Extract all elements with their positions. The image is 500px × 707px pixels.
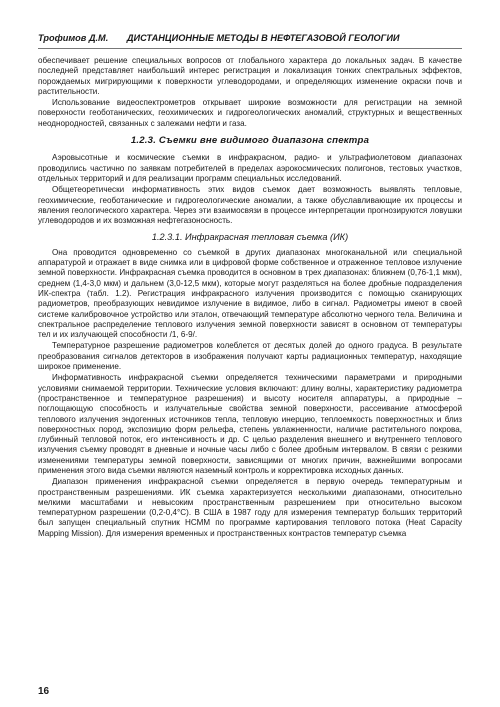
paragraph: обеспечивает решение специальных вопросов от глобального характера до локальных задач. В качестве последней представляет наибольший интерес регистрация и локализация тонких спектральных эффектов, порождаемых мигрирующими к поверхности углеводородами, и определяющих изменение окраски почв и растительности. — [38, 56, 462, 96]
page-content — [38, 56, 462, 540]
section-heading: 1.2.3. Съемки вне видимого диапазона спектра — [130, 135, 370, 147]
paragraph: Общетеоретически информативность этих видов съемок дает возможность выявлять тепловые, геохимические, геоботанические и гидрогеологические аномалии, а также обуславливающие их процессы и явления геологического характера. Через эти взаимосвязи в процессе интерпретации прогнозируются ловушки углеводородов и их возможная нефтегазоносность. — [38, 185, 462, 226]
paragraph: Она проводится одновременно со съемкой в других диапазонах многоканальной или специальной аппаратурой и отражает в виде снимка или в цифровой форме собственное и отраженное тепловое излучение земной поверхности. Инфракрасная съемка проводится в основном в трех диапазонах: ближнем (0,76-1,1 мкм), среднем (1,4-3,0 мкм) и дальнем (3,0-12,5 мкм), которые могут разделяться на более дробные подразделения ИК-спектра (табл. 1.2). Регистрация инфракрасного излучения производится с помощью сканирующих радиометров, преобразующих невидимое излучение в видимое, либо в сигнал. Радиометры имеют в своей системе калибровочное устройство или эталон, отвечающий температуре абсолютно черного тела. Величина и спектральное распределение теплового излучения земной поверхности зависят в основном от температуры тел и их излучающей способности /1, 6-9/. — [38, 247, 462, 340]
header-title: ДИСТАНЦИОННЫЕ МЕТОДЫ В НЕФТЕГАЗОВОЙ ГЕОЛОГИИ — [126, 33, 400, 43]
running-header — [38, 30, 462, 49]
subsection-heading: 1.2.3.1. Инфракрасная тепловая съемка (ИК) — [151, 232, 349, 243]
paragraph: Диапазон применения инфракрасной съемки определяется в первую очередь температурным и пространственным разрешениями. ИК съемка характеризуется несколькими диапазонами, относительно мелкими масштабами и невысоким пространственным разрешением при относительно высоком температурном разрешении (0,2-0,4°С). В США в 1987 году для измерения температур больших территорий был запущен специальный спутник HCMM по программе картирования теплового потока (Heat Capacity Mapping Mission). Для измерения временных и пространственных контрастов температур съемка — [38, 477, 462, 538]
header-author: Трофимов Д.М. — [38, 33, 109, 43]
paragraph: Температурное разрешение радиометров колеблется от десятых долей до одного градуса. В результате преобразования сигналов детекторов в изображения получают карты радиационных температур, находящие широкое применение. — [38, 341, 462, 372]
paragraph: Использование видеоспектрометров открывает широкие возможности для регистрации на земной поверхности геоботанических, геохимических и гидрогеологических аномалий, структурных и вещественных неоднородностей, связанных с залежами нефти и газа. — [38, 98, 462, 128]
paragraph: Информативность инфракрасной съемки определяется техническими параметрами и природными условиями снимаемой территории. Технические условия включают: длину волны, характеристику радиометра (пространственное и температурное разрешения) и высоту носителя аппаратуры, а природные – поглощающую способность и излучательные свойства земной поверхности, рассеивание атмосферой теплового излучения эндогенных источников тепла, тепловую инерцию, теплоемкость поверхностных и близ поверхностных пород, экспозицию форм рельефа, степень увлажненности, наличие растительного покрова, глубинный тепловой поток, его интенсивность и др. С целью разделения внешнего и внутреннего теплового излучения съемку проводят в дневные и ночные часы либо с более дробным интервалом. В связи с резкими изменениями температуры земной поверхности, зависящими от многих причин, важнейшими вопросами применения этого вида съемки являются наземный контроль и корректировка исходных данных. — [38, 373, 462, 475]
page-number: 16 — [38, 686, 50, 697]
paragraph: Аэровысотные и космические съемки в инфракрасном, радио- и ультрафиолетовом диапазонах проводились частично по заявкам потребителей в пределах аэрокосмических полигонов, тестовых участков, отдельных территорий и для реализации программ специальных исследований. — [38, 153, 462, 183]
